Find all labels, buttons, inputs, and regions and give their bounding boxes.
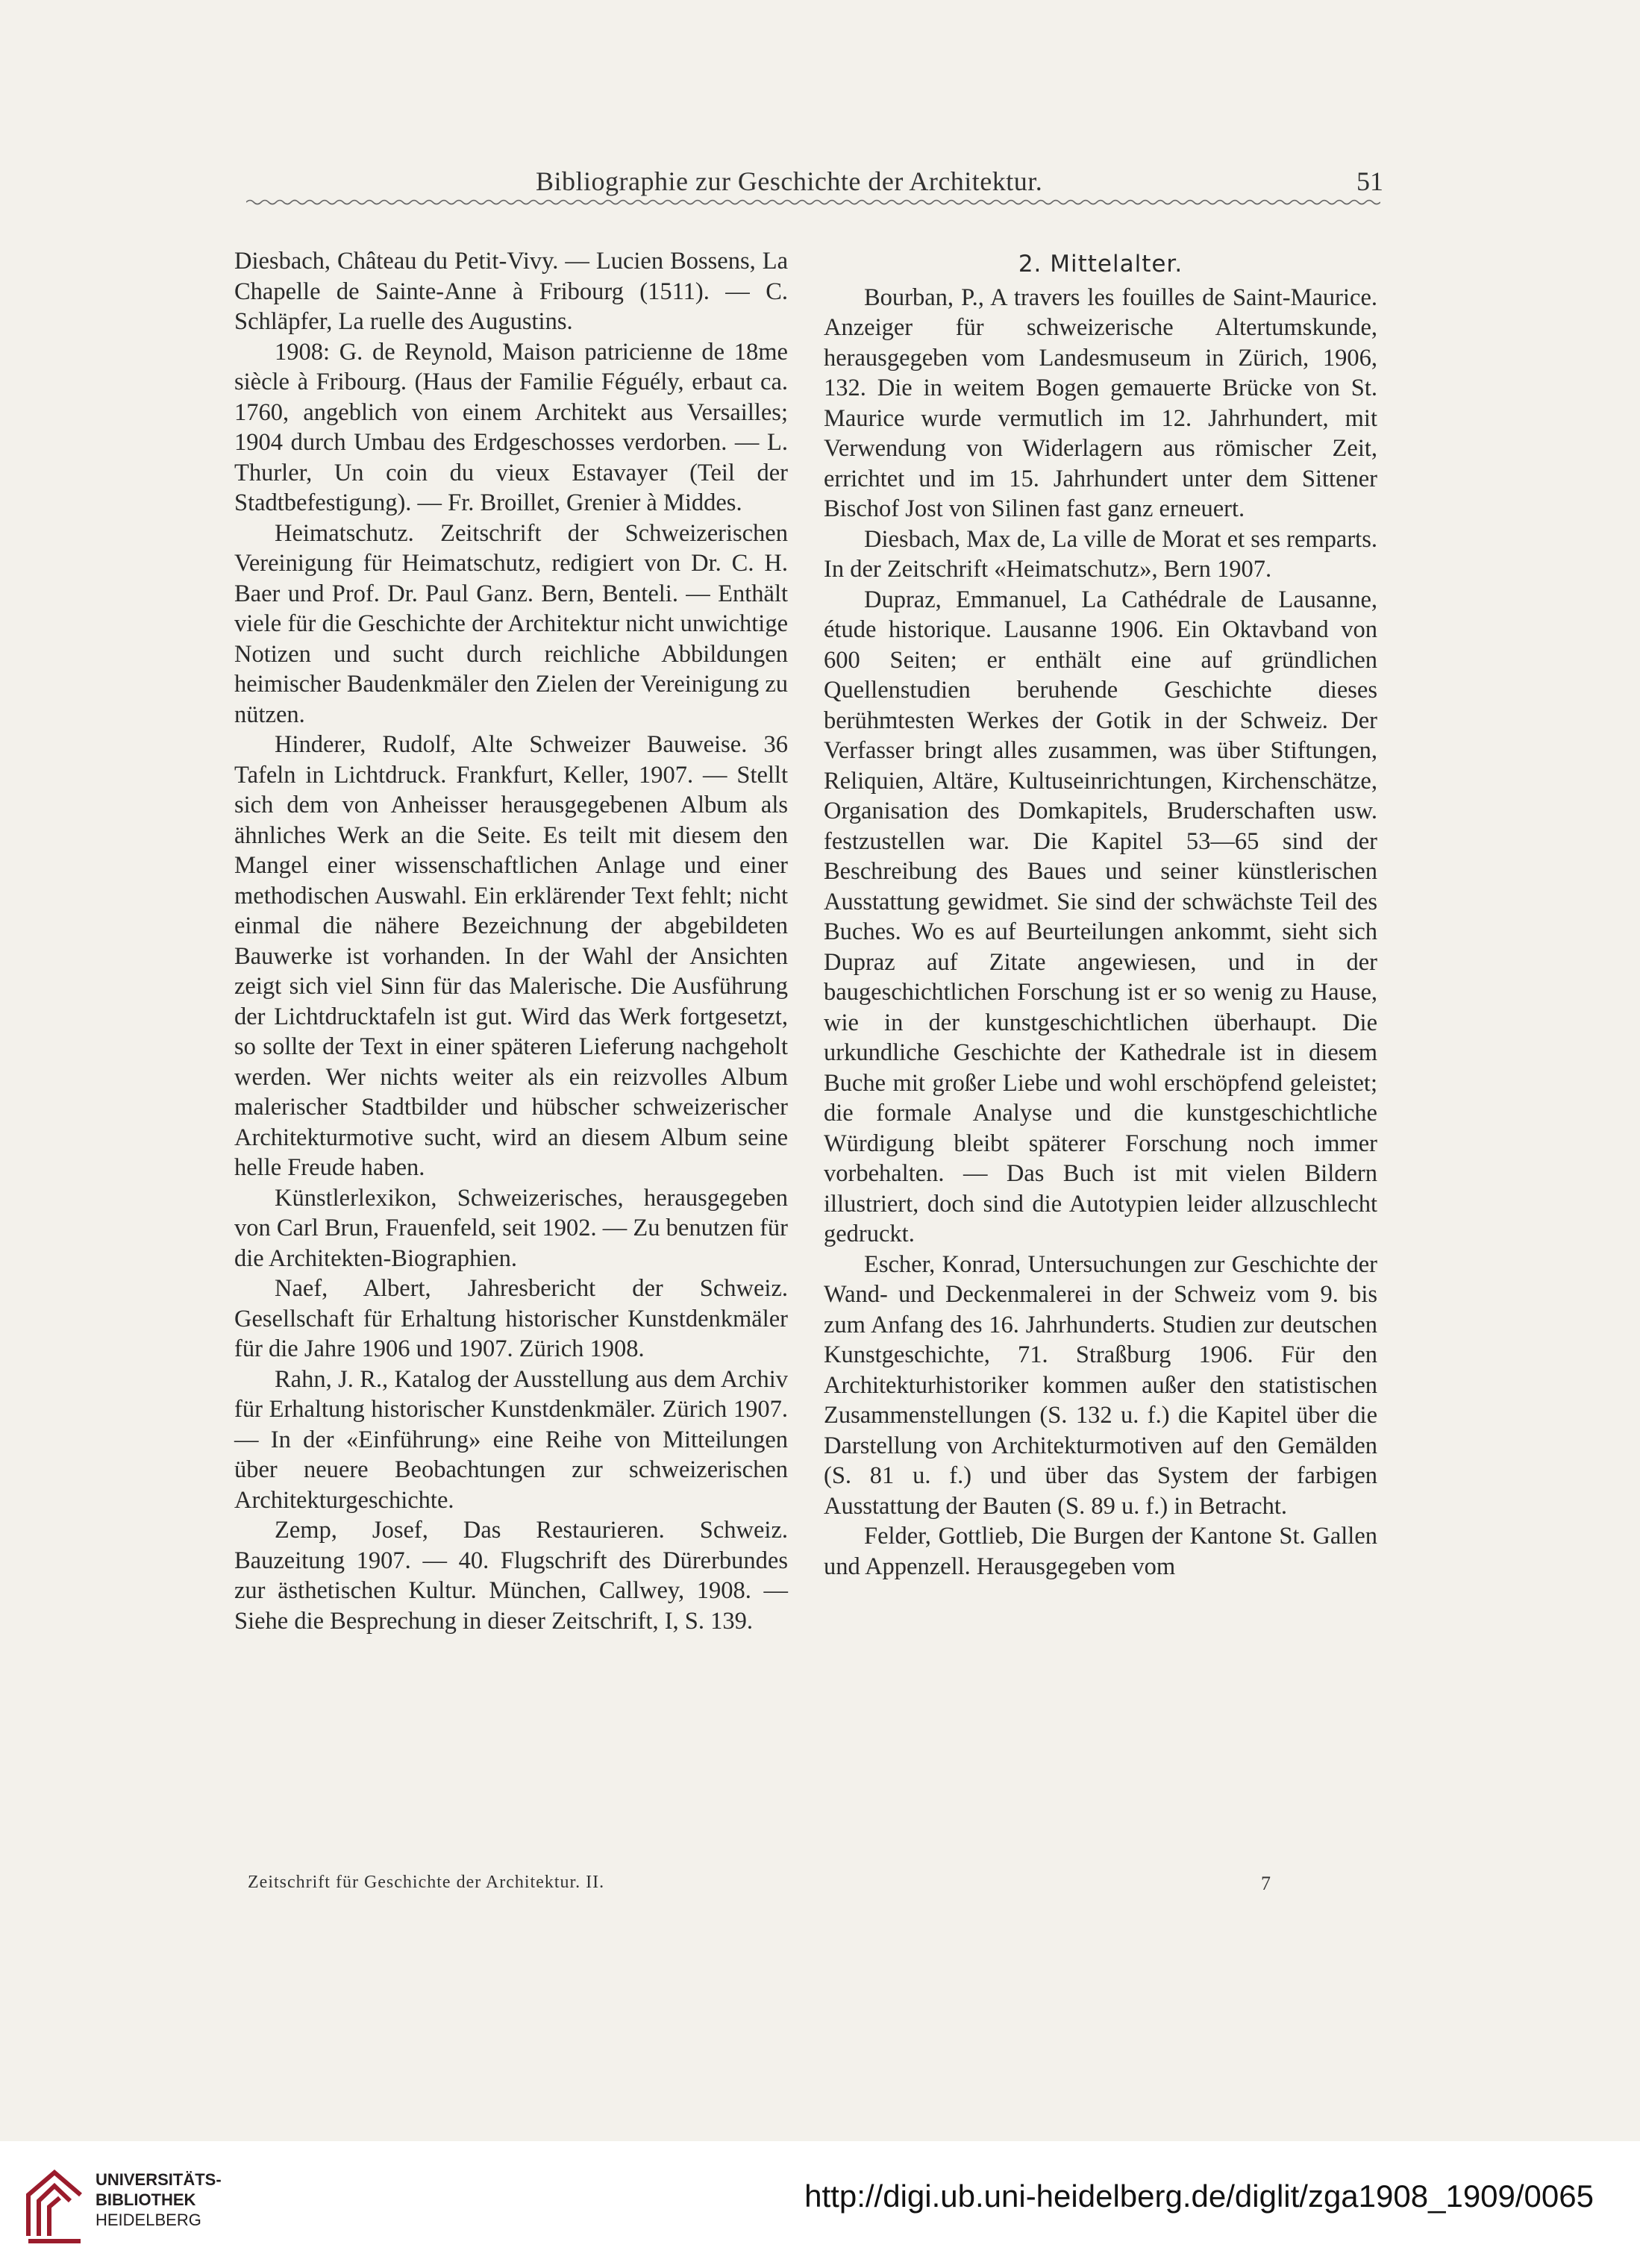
header-wavy-rule xyxy=(246,197,1380,207)
library-footer-bar xyxy=(0,2141,1640,2268)
entry-paragraph: Hinderer, Rudolf, Alte Schweizer Bauweise. 36 Tafeln in Lichtdruck. Frankfurt, Keller, 1907. — Stellt sich dem von Anheisser herausgegebenen Album als ähnliches Werk an die Seite. Es teilt mit diesem den Mangel einer wissenschaftlichen Anlage und einer methodischen Auswahl. Ein erklärender Text fehlt; nicht einmal die nähere Bezeichnung der abgebildeten Bauwerke ist vorhanden. In der Wahl der Ansichten zeigt sich viel Sinn für das Malerische. Die Ausführung der Lichtdrucktafeln ist gut. Wird das Werk fortgesetzt, so sollte der Text in einer späteren Lieferung nachgeholt werden. Wer nichts weiter als ein reizvolles Album malerischer Stadtbilder und hübscher schweizerischer Architekturmotive sucht, wird an diesem Album seine helle Freude haben. xyxy=(234,731,788,1181)
entry-paragraph: 1908: G. de Reynold, Maison patricienne de 18me siècle à Fribourg. (Haus der Familie Féguély, erbaut ca. 1760, angeblich von einem Architekt aus Versailles; 1904 durch Umbau des Erdgeschosses verdorben. — L. Thurler, Un coin du vieux Estavayer (Teil der Stadtbefestigung). — Fr. Broillet, Grenier à Middes. xyxy=(234,338,788,516)
library-name-line3: HEIDELBERG xyxy=(96,2211,201,2229)
entry-paragraph: Dupraz, Emmanuel, La Cathédrale de Lausanne, étude historique. Lausanne 1906. Ein Oktavband von 600 Seiten; er enthält eine auf gründlichen Quellenstudien beruhende Geschichte dieses berühmtesten Werkes der Gotik in der Schweiz. Der Verfasser bringt alles zusammen, was über Stiftungen, Reliquien, Altäre, Kultuseinrichtungen, Kirchenschätze, Organisation des Domkapitels, Bruderschaften usw. festzustellen war. Die Kapitel 53—65 sind der Beschreibung des Baues und seiner künstlerischen Ausstattung gewidmet. Sie sind der schwächste Teil des Buches. Wo es auf Beurteilungen ankommt, sieht sich Dupraz auf Zitate angewiesen, und in der baugeschichtlichen Forschung ist er so wenig zu Hause, wie in der kunstgeschichtlichen überhaupt. Die urkundliche Geschichte der Kathedrale ist in diesem Buche mit großer Liebe und wohl erschöpfend geleistet; die formale Analyse und die kunstgeschichtliche Würdigung bleibt späterer Forschung noch immer vorbehalten. — Das Buch ist mit vielen Bildern illustriert, doch sind die Autotypien leider allzuschlecht gedruckt. xyxy=(824,586,1377,1247)
section-heading: 2. Mittelalter. xyxy=(1018,251,1183,278)
entry-paragraph: Diesbach, Max de, La ville de Morat et ses remparts. In der Zeitschrift «Heimatschutz», Bern 1907. xyxy=(824,525,1377,583)
right-column xyxy=(824,246,1377,1582)
left-column xyxy=(234,246,788,1636)
page-number: 51 xyxy=(1356,166,1383,196)
entry-paragraph: Escher, Konrad, Untersuchungen zur Geschichte der Wand- und Deckenmalerei in der Schweiz vom 9. bis zum Anfang des 16. Jahrhunderts. Studien zur deutschen Kunstgeschichte, 71. Straßburg 1906. Für den Architekturhistoriker kommen außer den statistischen Zusammenstellungen (S. 132 u. f.) die Kapitel über die Darstellung von Architekturmotiven auf den Gemälden (S. 81 u. f.) und über das System der farbigen Ausstattung der Bauten (S. 89 u. f.) in Betracht. xyxy=(824,1250,1377,1520)
entry-paragraph: Heimatschutz. Zeitschrift der Schweizerischen Vereinigung für Heimatschutz, redigiert von Dr. C. H. Baer und Prof. Dr. Paul Ganz. Bern, Benteli. — Enthält viele für die Geschichte der Architektur nicht unwichtige Notizen und sucht durch reichliche Abbildungen heimischer Baudenkmäler den Zielen der Vereinigung zu nützen. xyxy=(234,519,788,728)
library-name-line1: UNIVERSITÄTS- xyxy=(96,2170,222,2189)
entry-paragraph: Naef, Albert, Jahresbericht der Schweiz. Gesellschaft für Erhaltung historischer Kunstdenkmäler für die Jahre 1906 und 1907. Zürich 1908. xyxy=(234,1275,788,1362)
entry-paragraph: Zemp, Josef, Das Restaurieren. Schweiz. Bauzeitung 1907. — 40. Flugschrift des Dürerbundes zur ästhetischen Kultur. München, Callwey, 1908. — Siehe die Besprechung in dieser Zeitschrift, I, S. 139. xyxy=(234,1517,788,1635)
library-name xyxy=(96,2170,222,2230)
entry-paragraph: Rahn, J. R., Katalog der Ausstellung aus dem Archiv für Erhaltung historischer Kunstdenkmäler. Zürich 1907. — In der «Einführung» eine Reihe von Mitteilungen über neuere Beobachtungen zur schweizerischen Architekturgeschichte. xyxy=(234,1365,788,1514)
entry-paragraph: Künstlerlexikon, Schweizerisches, herausgegeben von Carl Brun, Frauenfeld, seit 1902. — Zu benutzen für die Architekten-Biographien. xyxy=(234,1184,788,1272)
entry-paragraph: Felder, Gottlieb, Die Burgen der Kantone St. Gallen und Appenzell. Herausgegeben vom xyxy=(824,1523,1377,1580)
footer-journal-title: Zeitschrift für Geschichte der Architektur. II. xyxy=(248,1873,605,1892)
entry-paragraph: Bourban, P., A travers les fouilles de Saint-Maurice. Anzeiger für schweizerische Altertumskunde, herausgegeben vom Landesmuseum in Zürich, 1906, 132. Die in weitem Bogen gemauerte Brücke von St. Maurice wurde vermutlich im 12. Jahrhundert, mit Verwendung von Widerlagern aus römischer Zeit, errichtet und im 15. Jahrhundert unter dem Sittener Bischof Jost von Silinen fast ganz erneuert. xyxy=(824,284,1377,522)
header-title: Bibliographie zur Geschichte der Architektur. xyxy=(536,166,1043,196)
footer-signature: 7 xyxy=(1261,1873,1271,1894)
entry-paragraph: Diesbach, Château du Petit-Vivy. — Lucien Bossens, La Chapelle de Sainte-Anne à Fribourg (1511). — C. Schläpfer, La ruelle des Augustins. xyxy=(234,248,788,335)
source-url-link[interactable]: http://digi.ub.uni-heidelberg.de/diglit/zga1908_1909/0065 xyxy=(804,2178,1594,2214)
library-logo-icon xyxy=(21,2165,88,2247)
library-name-line2: BIBLIOTHEK xyxy=(96,2190,196,2209)
